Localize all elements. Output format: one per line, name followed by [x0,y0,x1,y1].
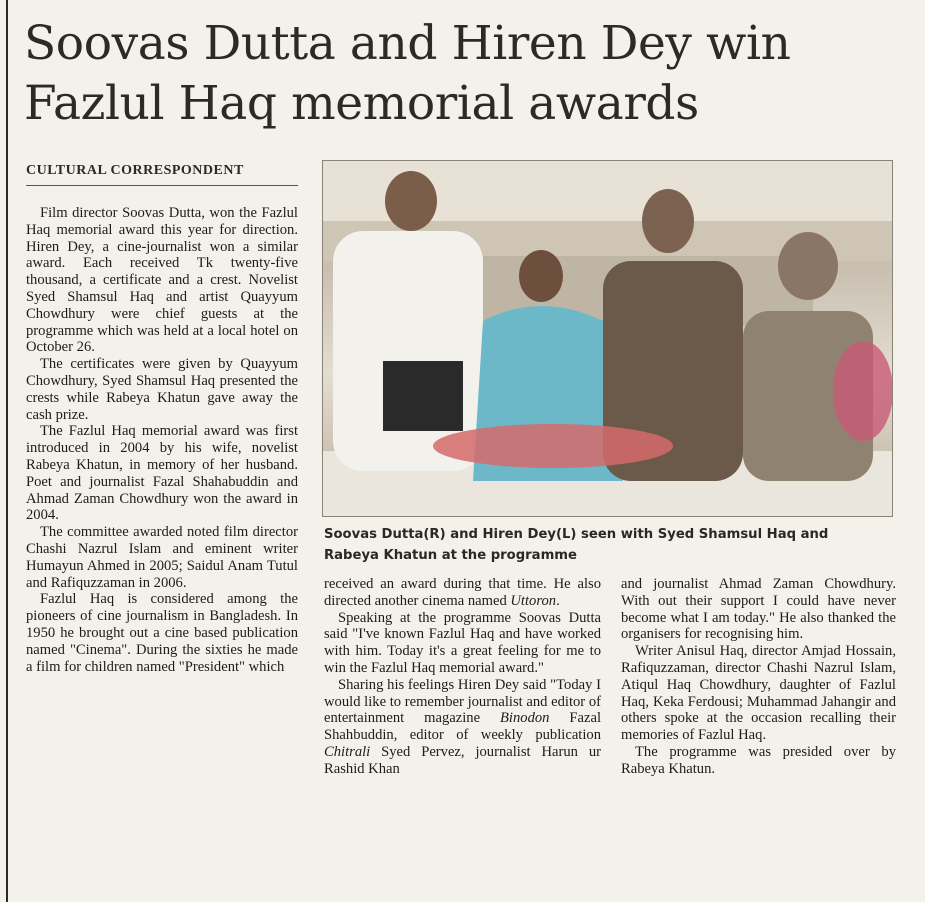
paragraph: Writer Anisul Haq, director Amjad Hossain, Rafiquzzaman, director Chashi Nazrul Islam, Atiqul Haq Chowdhury, daughter of Fazlul Haq, Keka Ferdousi; Muhammad Jahangir and others spoke at the occasion recalling their memories of Fazlul Haq. [621,643,896,744]
paragraph: Speaking at the programme Soovas Dutta said "I've known Fazlul Haq and have worked with him. Today it's a great feeling for me to win the Fazlul Haq memorial award." [324,609,601,676]
magazine-title: Chitrali [324,743,371,760]
magazine-title: Binodon [500,710,550,727]
paragraph: The Fazlul Haq memorial award was first introduced in 2004 by his wife, novelist Rabeya Khatun, in memory of her husband. Poet and journalist Fazal Shahabuddin and Ahmad Zaman Chowdhury won the award in 2004. [26,423,298,524]
column-2 [324,576,601,778]
column-3 [621,576,896,778]
paragraph: The committee awarded noted film director Chashi Nazrul Islam and eminent writer Humayun Ahmed in 2005; Saidul Anam Tutul and Rafiquzzaman in 2006. [26,524,298,591]
text-run: . [556,592,560,609]
headline-line-1: Soovas Dutta and Hiren Dey win [24,16,791,71]
text-run: Syed Pervez, journalist Harun ur Rashid Khan [324,743,601,777]
paragraph [324,576,601,610]
paragraph: and journalist Ahmad Zaman Chowdhury. With out their support I could have never become what I am today." He also thanked the organisers for recognising him. [621,576,896,643]
text-run: Fazal Shahbuddin, editor of weekly publication [324,710,601,744]
film-title: Uttoron [510,592,557,609]
photo-caption [324,524,884,566]
text-run: Sharing his feelings Hiren Dey said "Today I would like to remember journalist and editor of entertainment magazine [324,676,601,727]
text-run: received an award during that time. He also directed another cinema named [324,576,601,609]
headline [24,14,914,134]
caption-line-2: Rabeya Khatun at the programme [324,548,577,563]
photo-illustration [323,161,893,517]
byline: CULTURAL CORRESPONDENT [26,163,298,186]
paragraph: The programme was presided over by Rabeya Khatun. [621,743,896,777]
paragraph: The certificates were given by Quayyum Chowdhury, Syed Shamsul Haq presented the crests while Rabeya Khatun gave away the cash prize. [26,356,298,423]
column-1 [26,205,298,675]
event-photo [322,160,893,517]
paragraph: Film director Soovas Dutta, won the Fazlul Haq memorial award this year for direction. Hiren Dey, a cine-journalist won a similar award. Each received Tk twenty-five thousand, a certificate and a crest. Novelist Syed Shamsul Haq and artist Quayyum Chowdhury were chief guests at the programme which was held at a local hotel on October 26. [26,205,298,356]
paragraph: Fazlul Haq is considered among the pioneers of cine journalism in Bangladesh. In 1950 he brought out a cine based publication named "Cinema". During the sixties he made a film for children named "President" which [26,591,298,675]
column-rule [6,0,8,902]
paragraph [324,677,601,778]
headline-line-2: Fazlul Haq memorial awards [24,76,699,131]
caption-line-1: Soovas Dutta(R) and Hiren Dey(L) seen with Syed Shamsul Haq and [324,527,829,542]
